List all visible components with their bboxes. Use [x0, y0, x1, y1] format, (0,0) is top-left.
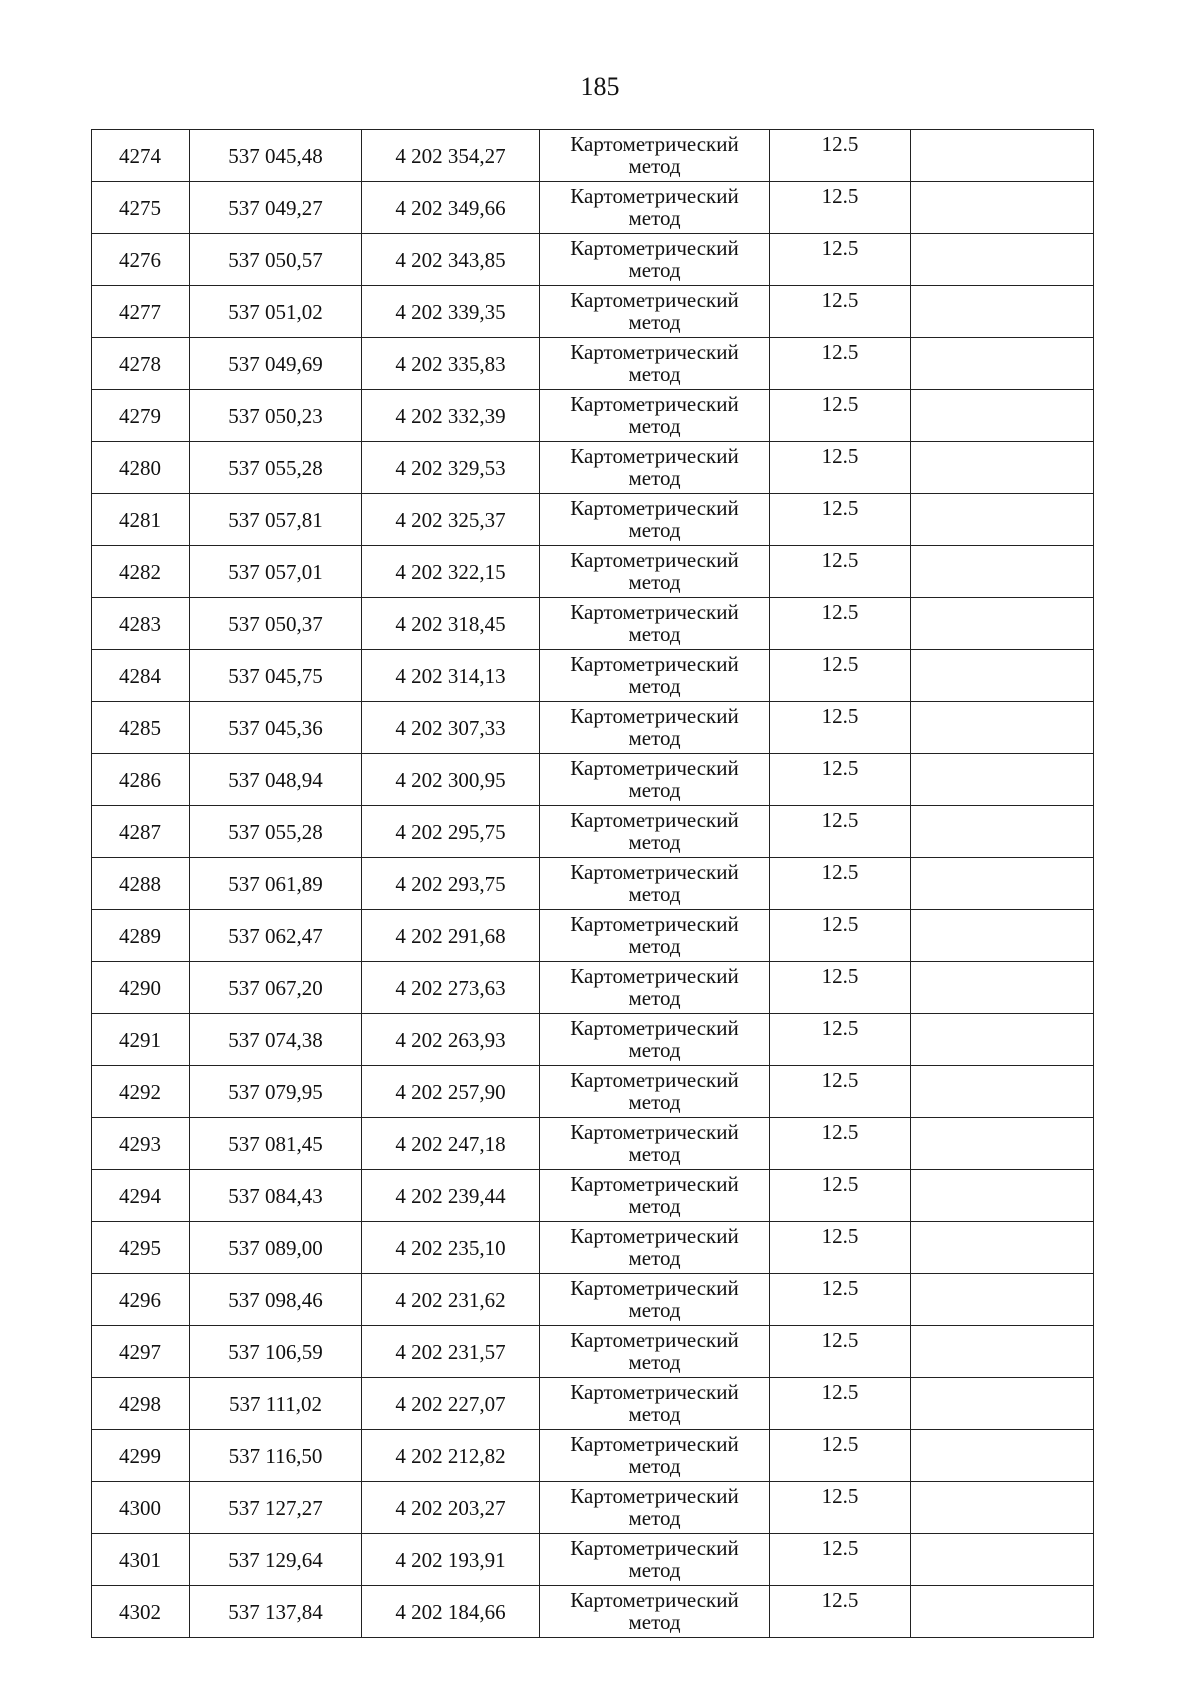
accuracy-cell: 12.5: [770, 546, 911, 598]
method-label-line-2: метод: [628, 1038, 681, 1062]
x-coordinate-cell: 537 045,36: [190, 702, 362, 754]
x-coordinate-cell: 537 049,27: [190, 182, 362, 234]
table-row: [92, 494, 1094, 546]
accuracy-cell: 12.5: [770, 1170, 911, 1222]
method-label-line-1: Картометрический: [570, 808, 739, 832]
note-cell: [911, 1274, 1094, 1326]
method-cell: [540, 546, 770, 598]
accuracy-cell: 12.5: [770, 650, 911, 702]
y-coordinate-cell: 4 202 193,91: [362, 1534, 540, 1586]
method-cell: [540, 1326, 770, 1378]
accuracy-cell: 12.5: [770, 1378, 911, 1430]
method-cell: [540, 182, 770, 234]
point-number-cell: 4292: [92, 1066, 190, 1118]
point-number-cell: 4294: [92, 1170, 190, 1222]
accuracy-cell: 12.5: [770, 910, 911, 962]
accuracy-cell: 12.5: [770, 1066, 911, 1118]
method-label-line-1: Картометрический: [570, 496, 739, 520]
accuracy-cell: 12.5: [770, 130, 911, 182]
method-label-line-1: Картометрический: [570, 444, 739, 468]
method-cell: [540, 1534, 770, 1586]
y-coordinate-cell: 4 202 203,27: [362, 1482, 540, 1534]
note-cell: [911, 1222, 1094, 1274]
point-number-cell: 4297: [92, 1326, 190, 1378]
y-coordinate-cell: 4 202 247,18: [362, 1118, 540, 1170]
x-coordinate-cell: 537 127,27: [190, 1482, 362, 1534]
x-coordinate-cell: 537 055,28: [190, 442, 362, 494]
method-cell: [540, 1014, 770, 1066]
accuracy-cell: 12.5: [770, 234, 911, 286]
method-label-line-2: метод: [628, 778, 681, 802]
x-coordinate-cell: 537 050,57: [190, 234, 362, 286]
note-cell: [911, 1118, 1094, 1170]
accuracy-cell: 12.5: [770, 1014, 911, 1066]
method-label-line-1: Картометрический: [570, 1068, 739, 1092]
method-label-line-1: Картометрический: [570, 756, 739, 780]
note-cell: [911, 546, 1094, 598]
method-label-line-2: метод: [628, 1298, 681, 1322]
note-cell: [911, 962, 1094, 1014]
accuracy-cell: 12.5: [770, 1430, 911, 1482]
table-row: [92, 390, 1094, 442]
note-cell: [911, 338, 1094, 390]
table-row: [92, 650, 1094, 702]
accuracy-cell: 12.5: [770, 338, 911, 390]
method-cell: [540, 1378, 770, 1430]
point-number-cell: 4279: [92, 390, 190, 442]
x-coordinate-cell: 537 067,20: [190, 962, 362, 1014]
x-coordinate-cell: 537 048,94: [190, 754, 362, 806]
table-row: [92, 442, 1094, 494]
method-label-line-1: Картометрический: [570, 1120, 739, 1144]
accuracy-cell: 12.5: [770, 806, 911, 858]
method-label-line-2: метод: [628, 882, 681, 906]
y-coordinate-cell: 4 202 293,75: [362, 858, 540, 910]
table-row: [92, 702, 1094, 754]
y-coordinate-cell: 4 202 322,15: [362, 546, 540, 598]
note-cell: [911, 390, 1094, 442]
table-row: [92, 338, 1094, 390]
x-coordinate-cell: 537 098,46: [190, 1274, 362, 1326]
table-row: [92, 806, 1094, 858]
method-label-line-1: Картометрический: [570, 860, 739, 884]
coordinates-table: [91, 129, 1094, 1638]
y-coordinate-cell: 4 202 354,27: [362, 130, 540, 182]
accuracy-cell: 12.5: [770, 754, 911, 806]
method-label-line-2: метод: [628, 622, 681, 646]
method-label-line-1: Картометрический: [570, 600, 739, 624]
method-label-line-2: метод: [628, 310, 681, 334]
table-row: [92, 1170, 1094, 1222]
x-coordinate-cell: 537 081,45: [190, 1118, 362, 1170]
method-cell: [540, 1170, 770, 1222]
method-label-line-1: Картометрический: [570, 1172, 739, 1196]
method-label-line-2: метод: [628, 1402, 681, 1426]
note-cell: [911, 754, 1094, 806]
table-row: [92, 1586, 1094, 1638]
note-cell: [911, 1378, 1094, 1430]
note-cell: [911, 910, 1094, 962]
method-label-line-2: метод: [628, 518, 681, 542]
method-label-line-1: Картометрический: [570, 1276, 739, 1300]
table-row: [92, 858, 1094, 910]
method-label-line-1: Картометрический: [570, 1328, 739, 1352]
x-coordinate-cell: 537 057,01: [190, 546, 362, 598]
point-number-cell: 4283: [92, 598, 190, 650]
table-row: [92, 1378, 1094, 1430]
method-label-line-1: Картометрический: [570, 1224, 739, 1248]
point-number-cell: 4280: [92, 442, 190, 494]
accuracy-cell: 12.5: [770, 1222, 911, 1274]
point-number-cell: 4288: [92, 858, 190, 910]
y-coordinate-cell: 4 202 273,63: [362, 962, 540, 1014]
table-row: [92, 286, 1094, 338]
x-coordinate-cell: 537 045,75: [190, 650, 362, 702]
point-number-cell: 4275: [92, 182, 190, 234]
accuracy-cell: 12.5: [770, 962, 911, 1014]
y-coordinate-cell: 4 202 332,39: [362, 390, 540, 442]
y-coordinate-cell: 4 202 291,68: [362, 910, 540, 962]
note-cell: [911, 1326, 1094, 1378]
coordinates-table-body: [92, 130, 1094, 1638]
accuracy-cell: 12.5: [770, 1586, 911, 1638]
y-coordinate-cell: 4 202 318,45: [362, 598, 540, 650]
point-number-cell: 4295: [92, 1222, 190, 1274]
accuracy-cell: 12.5: [770, 598, 911, 650]
accuracy-cell: 12.5: [770, 1274, 911, 1326]
point-number-cell: 4299: [92, 1430, 190, 1482]
note-cell: [911, 858, 1094, 910]
accuracy-cell: 12.5: [770, 390, 911, 442]
method-label-line-1: Картометрический: [570, 236, 739, 260]
method-cell: [540, 858, 770, 910]
y-coordinate-cell: 4 202 307,33: [362, 702, 540, 754]
accuracy-cell: 12.5: [770, 494, 911, 546]
note-cell: [911, 598, 1094, 650]
x-coordinate-cell: 537 089,00: [190, 1222, 362, 1274]
method-cell: [540, 910, 770, 962]
method-cell: [540, 338, 770, 390]
point-number-cell: 4286: [92, 754, 190, 806]
method-label-line-2: метод: [628, 570, 681, 594]
method-label-line-2: метод: [628, 986, 681, 1010]
y-coordinate-cell: 4 202 339,35: [362, 286, 540, 338]
table-row: [92, 1274, 1094, 1326]
method-cell: [540, 234, 770, 286]
method-label-line-2: метод: [628, 1506, 681, 1530]
x-coordinate-cell: 537 084,43: [190, 1170, 362, 1222]
x-coordinate-cell: 537 049,69: [190, 338, 362, 390]
accuracy-cell: 12.5: [770, 858, 911, 910]
point-number-cell: 4285: [92, 702, 190, 754]
table-row: [92, 182, 1094, 234]
x-coordinate-cell: 537 061,89: [190, 858, 362, 910]
table-row: [92, 1222, 1094, 1274]
x-coordinate-cell: 537 074,38: [190, 1014, 362, 1066]
table-row: [92, 546, 1094, 598]
note-cell: [911, 702, 1094, 754]
method-cell: [540, 130, 770, 182]
method-label-line-2: метод: [628, 674, 681, 698]
method-label-line-1: Картометрический: [570, 704, 739, 728]
method-label-line-2: метод: [628, 1246, 681, 1270]
method-cell: [540, 1222, 770, 1274]
table-row: [92, 234, 1094, 286]
y-coordinate-cell: 4 202 349,66: [362, 182, 540, 234]
method-label-line-1: Картометрический: [570, 1588, 739, 1612]
y-coordinate-cell: 4 202 329,53: [362, 442, 540, 494]
note-cell: [911, 806, 1094, 858]
x-coordinate-cell: 537 106,59: [190, 1326, 362, 1378]
table-row: [92, 962, 1094, 1014]
method-cell: [540, 754, 770, 806]
table-row: [92, 754, 1094, 806]
method-label-line-2: метод: [628, 1558, 681, 1582]
x-coordinate-cell: 537 050,23: [190, 390, 362, 442]
accuracy-cell: 12.5: [770, 702, 911, 754]
accuracy-cell: 12.5: [770, 1534, 911, 1586]
method-label-line-2: метод: [628, 830, 681, 854]
point-number-cell: 4298: [92, 1378, 190, 1430]
y-coordinate-cell: 4 202 263,93: [362, 1014, 540, 1066]
note-cell: [911, 1066, 1094, 1118]
y-coordinate-cell: 4 202 314,13: [362, 650, 540, 702]
method-label-line-1: Картометрический: [570, 392, 739, 416]
method-label-line-1: Картометрический: [570, 912, 739, 936]
method-cell: [540, 806, 770, 858]
x-coordinate-cell: 537 062,47: [190, 910, 362, 962]
method-label-line-1: Картометрический: [570, 184, 739, 208]
note-cell: [911, 442, 1094, 494]
note-cell: [911, 130, 1094, 182]
y-coordinate-cell: 4 202 231,57: [362, 1326, 540, 1378]
y-coordinate-cell: 4 202 239,44: [362, 1170, 540, 1222]
method-cell: [540, 1066, 770, 1118]
accuracy-cell: 12.5: [770, 182, 911, 234]
note-cell: [911, 1430, 1094, 1482]
method-label-line-2: метод: [628, 1142, 681, 1166]
note-cell: [911, 650, 1094, 702]
point-number-cell: 4281: [92, 494, 190, 546]
method-label-line-1: Картометрический: [570, 964, 739, 988]
method-label-line-2: метод: [628, 206, 681, 230]
y-coordinate-cell: 4 202 231,62: [362, 1274, 540, 1326]
accuracy-cell: 12.5: [770, 1118, 911, 1170]
point-number-cell: 4289: [92, 910, 190, 962]
point-number-cell: 4277: [92, 286, 190, 338]
point-number-cell: 4274: [92, 130, 190, 182]
point-number-cell: 4300: [92, 1482, 190, 1534]
note-cell: [911, 1482, 1094, 1534]
method-label-line-1: Картометрический: [570, 132, 739, 156]
note-cell: [911, 182, 1094, 234]
x-coordinate-cell: 537 111,02: [190, 1378, 362, 1430]
point-number-cell: 4278: [92, 338, 190, 390]
method-cell: [540, 1586, 770, 1638]
table-row: [92, 1118, 1094, 1170]
table-row: [92, 1534, 1094, 1586]
method-label-line-1: Картометрический: [570, 340, 739, 364]
table-row: [92, 1014, 1094, 1066]
note-cell: [911, 1014, 1094, 1066]
point-number-cell: 4293: [92, 1118, 190, 1170]
page-number: 185: [580, 72, 620, 101]
table-row: [92, 1326, 1094, 1378]
method-label-line-2: метод: [628, 154, 681, 178]
y-coordinate-cell: 4 202 235,10: [362, 1222, 540, 1274]
method-label-line-2: метод: [628, 934, 681, 958]
y-coordinate-cell: 4 202 300,95: [362, 754, 540, 806]
method-cell: [540, 390, 770, 442]
y-coordinate-cell: 4 202 212,82: [362, 1430, 540, 1482]
method-cell: [540, 650, 770, 702]
method-label-line-2: метод: [628, 1610, 681, 1634]
table-row: [92, 130, 1094, 182]
accuracy-cell: 12.5: [770, 286, 911, 338]
point-number-cell: 4302: [92, 1586, 190, 1638]
method-label-line-2: метод: [628, 726, 681, 750]
x-coordinate-cell: 537 050,37: [190, 598, 362, 650]
x-coordinate-cell: 537 045,48: [190, 130, 362, 182]
table-row: [92, 1430, 1094, 1482]
method-label-line-1: Картометрический: [570, 1484, 739, 1508]
note-cell: [911, 1170, 1094, 1222]
method-label-line-2: метод: [628, 1350, 681, 1374]
method-cell: [540, 702, 770, 754]
method-label-line-1: Картометрический: [570, 1016, 739, 1040]
x-coordinate-cell: 537 137,84: [190, 1586, 362, 1638]
accuracy-cell: 12.5: [770, 1326, 911, 1378]
accuracy-cell: 12.5: [770, 442, 911, 494]
method-label-line-1: Картометрический: [570, 652, 739, 676]
method-label-line-1: Картометрический: [570, 1380, 739, 1404]
table-row: [92, 910, 1094, 962]
note-cell: [911, 234, 1094, 286]
y-coordinate-cell: 4 202 227,07: [362, 1378, 540, 1430]
point-number-cell: 4284: [92, 650, 190, 702]
point-number-cell: 4282: [92, 546, 190, 598]
method-label-line-1: Картометрический: [570, 1432, 739, 1456]
method-cell: [540, 442, 770, 494]
table-row: [92, 1066, 1094, 1118]
method-label-line-2: метод: [628, 414, 681, 438]
method-cell: [540, 598, 770, 650]
point-number-cell: 4291: [92, 1014, 190, 1066]
x-coordinate-cell: 537 129,64: [190, 1534, 362, 1586]
method-label-line-2: метод: [628, 1454, 681, 1478]
point-number-cell: 4287: [92, 806, 190, 858]
note-cell: [911, 494, 1094, 546]
method-label-line-2: метод: [628, 466, 681, 490]
y-coordinate-cell: 4 202 184,66: [362, 1586, 540, 1638]
x-coordinate-cell: 537 079,95: [190, 1066, 362, 1118]
method-cell: [540, 962, 770, 1014]
y-coordinate-cell: 4 202 335,83: [362, 338, 540, 390]
x-coordinate-cell: 537 051,02: [190, 286, 362, 338]
method-label-line-2: метод: [628, 1194, 681, 1218]
method-label-line-1: Картометрический: [570, 1536, 739, 1560]
point-number-cell: 4296: [92, 1274, 190, 1326]
y-coordinate-cell: 4 202 343,85: [362, 234, 540, 286]
method-label-line-2: метод: [628, 258, 681, 282]
table-row: [92, 1482, 1094, 1534]
y-coordinate-cell: 4 202 295,75: [362, 806, 540, 858]
method-cell: [540, 494, 770, 546]
method-cell: [540, 286, 770, 338]
point-number-cell: 4301: [92, 1534, 190, 1586]
note-cell: [911, 286, 1094, 338]
accuracy-cell: 12.5: [770, 1482, 911, 1534]
method-label-line-2: метод: [628, 362, 681, 386]
point-number-cell: 4290: [92, 962, 190, 1014]
method-label-line-1: Картометрический: [570, 288, 739, 312]
method-cell: [540, 1274, 770, 1326]
y-coordinate-cell: 4 202 325,37: [362, 494, 540, 546]
x-coordinate-cell: 537 057,81: [190, 494, 362, 546]
point-number-cell: 4276: [92, 234, 190, 286]
method-cell: [540, 1482, 770, 1534]
y-coordinate-cell: 4 202 257,90: [362, 1066, 540, 1118]
note-cell: [911, 1586, 1094, 1638]
method-cell: [540, 1430, 770, 1482]
method-label-line-1: Картометрический: [570, 548, 739, 572]
method-label-line-2: метод: [628, 1090, 681, 1114]
note-cell: [911, 1534, 1094, 1586]
table-row: [92, 598, 1094, 650]
x-coordinate-cell: 537 055,28: [190, 806, 362, 858]
x-coordinate-cell: 537 116,50: [190, 1430, 362, 1482]
method-cell: [540, 1118, 770, 1170]
